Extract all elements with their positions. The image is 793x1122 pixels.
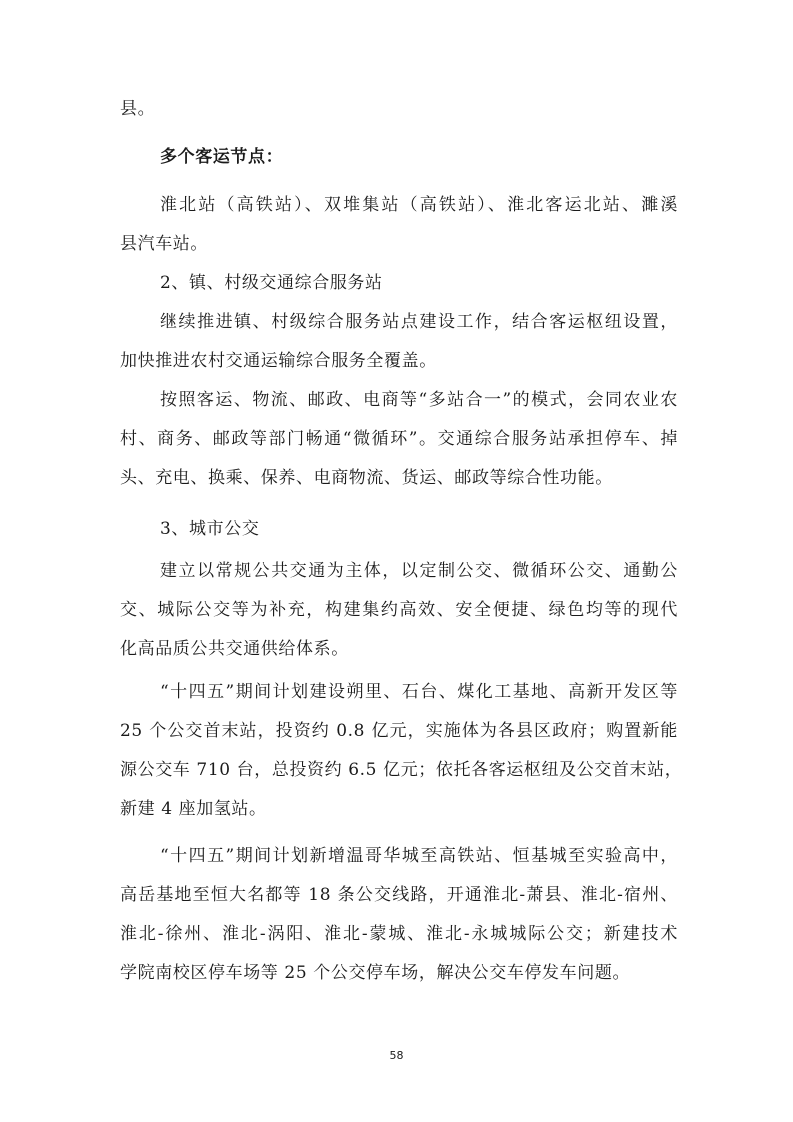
text-line: 建立以常规公共交通为主体，以定制公交、微循环公交、通勤公 bbox=[160, 561, 678, 581]
text-line: 交、城际公交等为补充，构建集约高效、安全便捷、绿色均等的现代 bbox=[120, 600, 678, 620]
text-line: 淮北站（高铁站）、双堆集站（高铁站）、淮北客运北站、濉溪 bbox=[160, 195, 678, 215]
text-line: “十四五”期间计划新增温哥华城至高铁站、恒基城至实验高中， bbox=[160, 846, 678, 866]
text-line: 淮北-徐州、淮北-涡阳、淮北-蒙城、淮北-永城城际公交；新建技术 bbox=[120, 924, 678, 944]
text-line: 继续推进镇、村级综合服务站点建设工作，结合客运枢纽设置， bbox=[160, 312, 678, 332]
text-line: 25 个公交首末站，投资约 0.8 亿元，实施体为各县区政府；购置新能 bbox=[120, 721, 678, 741]
text-line: 源公交车 710 台，总投资约 6.5 亿元；依托各客运枢纽及公交首末站， bbox=[120, 760, 683, 780]
text-line: 加快推进农村交通运输综合服务全覆盖。 bbox=[120, 351, 437, 371]
text-line: 化高品质公共交通供给体系。 bbox=[120, 639, 349, 659]
text-line: 村、商务、邮政等部门畅通“微循环”。交通综合服务站承担停车、掉 bbox=[120, 429, 678, 449]
text-line: 头、充电、换乘、保养、电商物流、货运、邮政等综合性功能。 bbox=[120, 468, 613, 488]
text-line: 高岳基地至恒大名都等 18 条公交线路，开通淮北-萧县、淮北-宿州、 bbox=[120, 885, 678, 905]
text-line: 按照客运、物流、邮政、电商等“多站合一”的模式，会同农业农 bbox=[160, 390, 678, 410]
text-line: 新建 4 座加氢站。 bbox=[120, 799, 267, 819]
page-number: 58 bbox=[389, 1049, 404, 1062]
subsection-heading: 3、城市公交 bbox=[160, 519, 260, 539]
text-line: 县汽车站。 bbox=[120, 234, 208, 254]
text-line: 县。 bbox=[120, 99, 156, 119]
subsection-heading: 2、镇、村级交通综合服务站 bbox=[160, 273, 383, 293]
section-heading: 多个客运节点： bbox=[160, 147, 284, 167]
text-line: “十四五”期间计划建设朔里、石台、煤化工基地、高新开发区等 bbox=[160, 682, 678, 702]
text-line: 学院南校区停车场等 25 个公交停车场，解决公交车停发车问题。 bbox=[120, 963, 631, 983]
